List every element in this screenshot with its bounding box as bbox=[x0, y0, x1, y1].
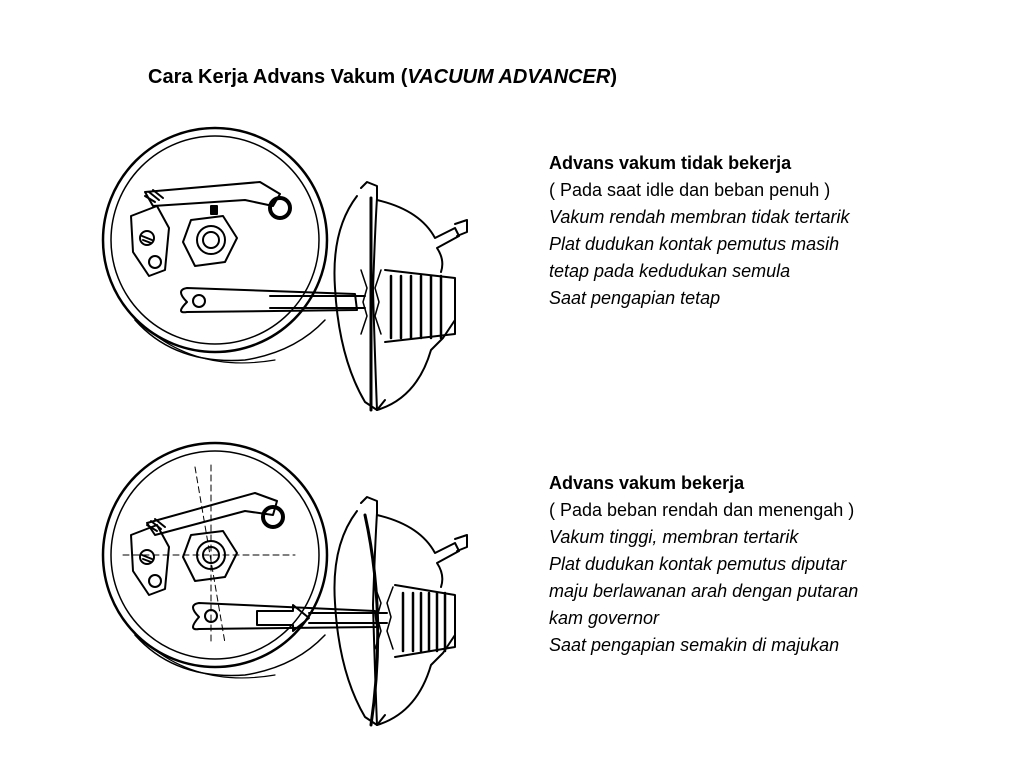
title-suffix: ) bbox=[610, 66, 618, 88]
section-condition: ( Pada saat idle dan beban penuh ) bbox=[549, 180, 831, 200]
diagram-vacuum-inactive bbox=[95, 120, 475, 430]
section-line: Vakum rendah membran tidak tertarik bbox=[549, 207, 850, 227]
section-condition: ( Pada beban rendah dan menengah ) bbox=[549, 500, 855, 520]
page-title bbox=[148, 66, 617, 89]
section-line: Plat dudukan kontak pemutus diputar bbox=[549, 554, 847, 574]
section-line: maju berlawanan arah dengan putaran bbox=[549, 581, 859, 601]
section-line: Plat dudukan kontak pemutus masih bbox=[549, 234, 840, 254]
section-line: kam governor bbox=[549, 608, 660, 628]
section-line: Vakum tinggi, membran tertarik bbox=[549, 527, 799, 547]
section-line: Saat pengapian semakin di majukan bbox=[549, 635, 840, 655]
section-vacuum-inactive bbox=[549, 150, 849, 312]
title-prefix: Cara Kerja Advans Vakum ( bbox=[148, 66, 408, 88]
title-italic: VACUUM ADVANCER bbox=[407, 66, 611, 88]
section-line: tetap pada kedudukan semula bbox=[549, 261, 791, 281]
section-heading: Advans vakum tidak bekerja bbox=[549, 153, 792, 173]
section-line: Saat pengapian tetap bbox=[549, 288, 721, 308]
section-heading: Advans vakum bekerja bbox=[549, 473, 745, 493]
section-vacuum-active bbox=[549, 470, 858, 659]
diagram-vacuum-active bbox=[95, 435, 475, 745]
